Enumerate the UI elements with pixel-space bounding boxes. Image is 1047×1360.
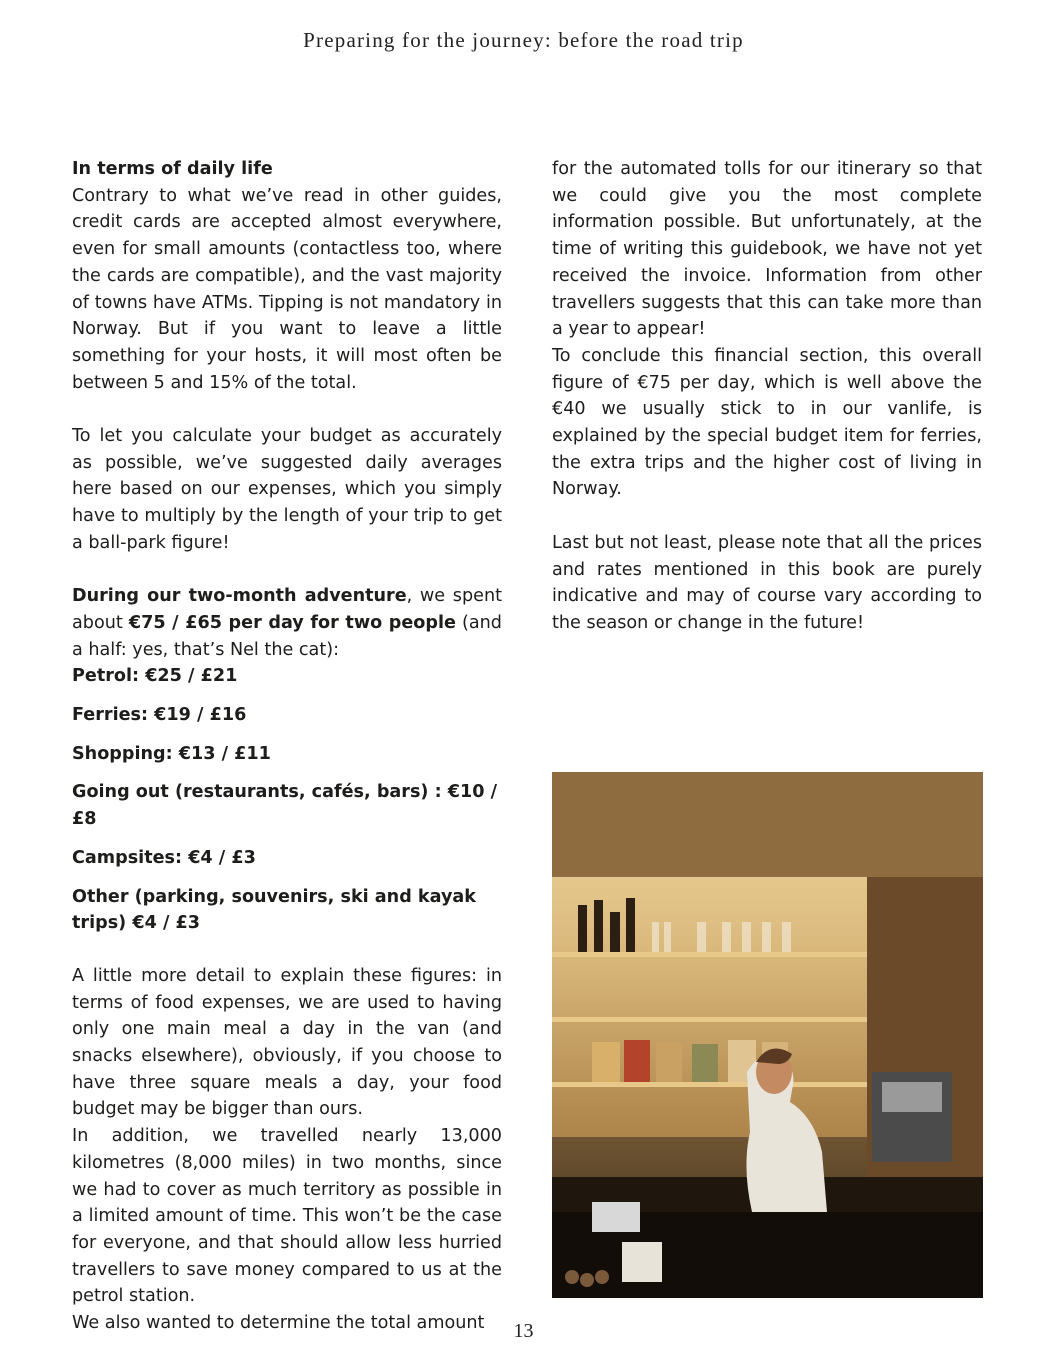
paragraph-price-note: Last but not least, please note that all the prices and rates mentioned in this book are purely indicative and may of course vary according to the season or change in the future! (552, 532, 982, 633)
daily-spend-text-b: (and a half: yes, that’s Nel the cat): (72, 612, 502, 660)
cost-item-other: Other (parking, souvenirs, ski and kayak trips) €4 / £3 (72, 886, 476, 934)
paragraph-tolls-end: for the automated tolls for our itinerary so that we could give you the most complete information possible. But unfortunately, at the time of writing this guidebook, we have not yet received the invoice. Information from other travellers suggests that this can take more than a year to appear! (552, 159, 982, 340)
paragraph-payments: Contrary to what we’ve read in other guides, credit cards are accepted almost everywhere, even for small amounts (contactless too, where the cards are compatible), and the vast majority of towns have ATMs. Tipping is not mandatory in Norway. But if you want to leave a little something for your hosts, it will most often be between 5 and 15% of the total. (72, 185, 502, 393)
paragraph-conclusion: To conclude this financial section, this overall figure of €75 per day, which is well above the €40 we usually stick to in our vanlife, is explained by the special budget item for ferries, the extra trips and the higher cost of living in Norway. (552, 345, 982, 500)
section-heading: In terms of daily life (72, 159, 273, 179)
running-header: Preparing for the journey: before the road trip (303, 28, 744, 52)
cafe-photo (552, 772, 983, 1298)
cost-item-petrol: Petrol: €25 / £21 (72, 666, 238, 687)
cost-item-ferries: Ferries: €19 / £16 (72, 705, 247, 726)
paragraph-tolls-start: We also wanted to determine the total amount (72, 1313, 485, 1334)
left-column (72, 156, 502, 1337)
daily-spend-text-a: , we spent about (72, 586, 502, 633)
daily-spend-amount: €75 / £65 per day for two people (128, 612, 456, 633)
paragraph-budget-intro: To let you calculate your budget as accurately as possible, we’ve suggested daily averages here based on our expenses, which you simply have to multiply by the length of your trip to get a ball-park figure! (72, 426, 502, 553)
page-number: 13 (513, 1320, 534, 1342)
right-column (552, 156, 982, 637)
daily-spend-lead: During our two-month adventure (72, 586, 407, 607)
cost-item-shopping: Shopping: €13 / £11 (72, 743, 271, 764)
paragraph-distance: In addition, we travelled nearly 13,000 kilometres (8,000 miles) in two months, since we had to cover as much territory as possible in a limited amount of time. This won’t be the case for everyone, and that should allow less hurried travellers to save money compared to us at the petrol station. (72, 1126, 502, 1307)
paragraph-food-detail: A little more detail to explain these figures: in terms of food expenses, we are used to having only one main meal a day in the van (and snacks elsewhere), obviously, if you choose to have three square meals a day, your food budget may be bigger than ours. (72, 965, 502, 1120)
cost-item-going-out: Going out (restaurants, cafés, bars) : €10 / £8 (72, 782, 498, 830)
cost-item-campsites: Campsites: €4 / £3 (72, 847, 256, 868)
paragraph-daily-spend (72, 583, 502, 663)
